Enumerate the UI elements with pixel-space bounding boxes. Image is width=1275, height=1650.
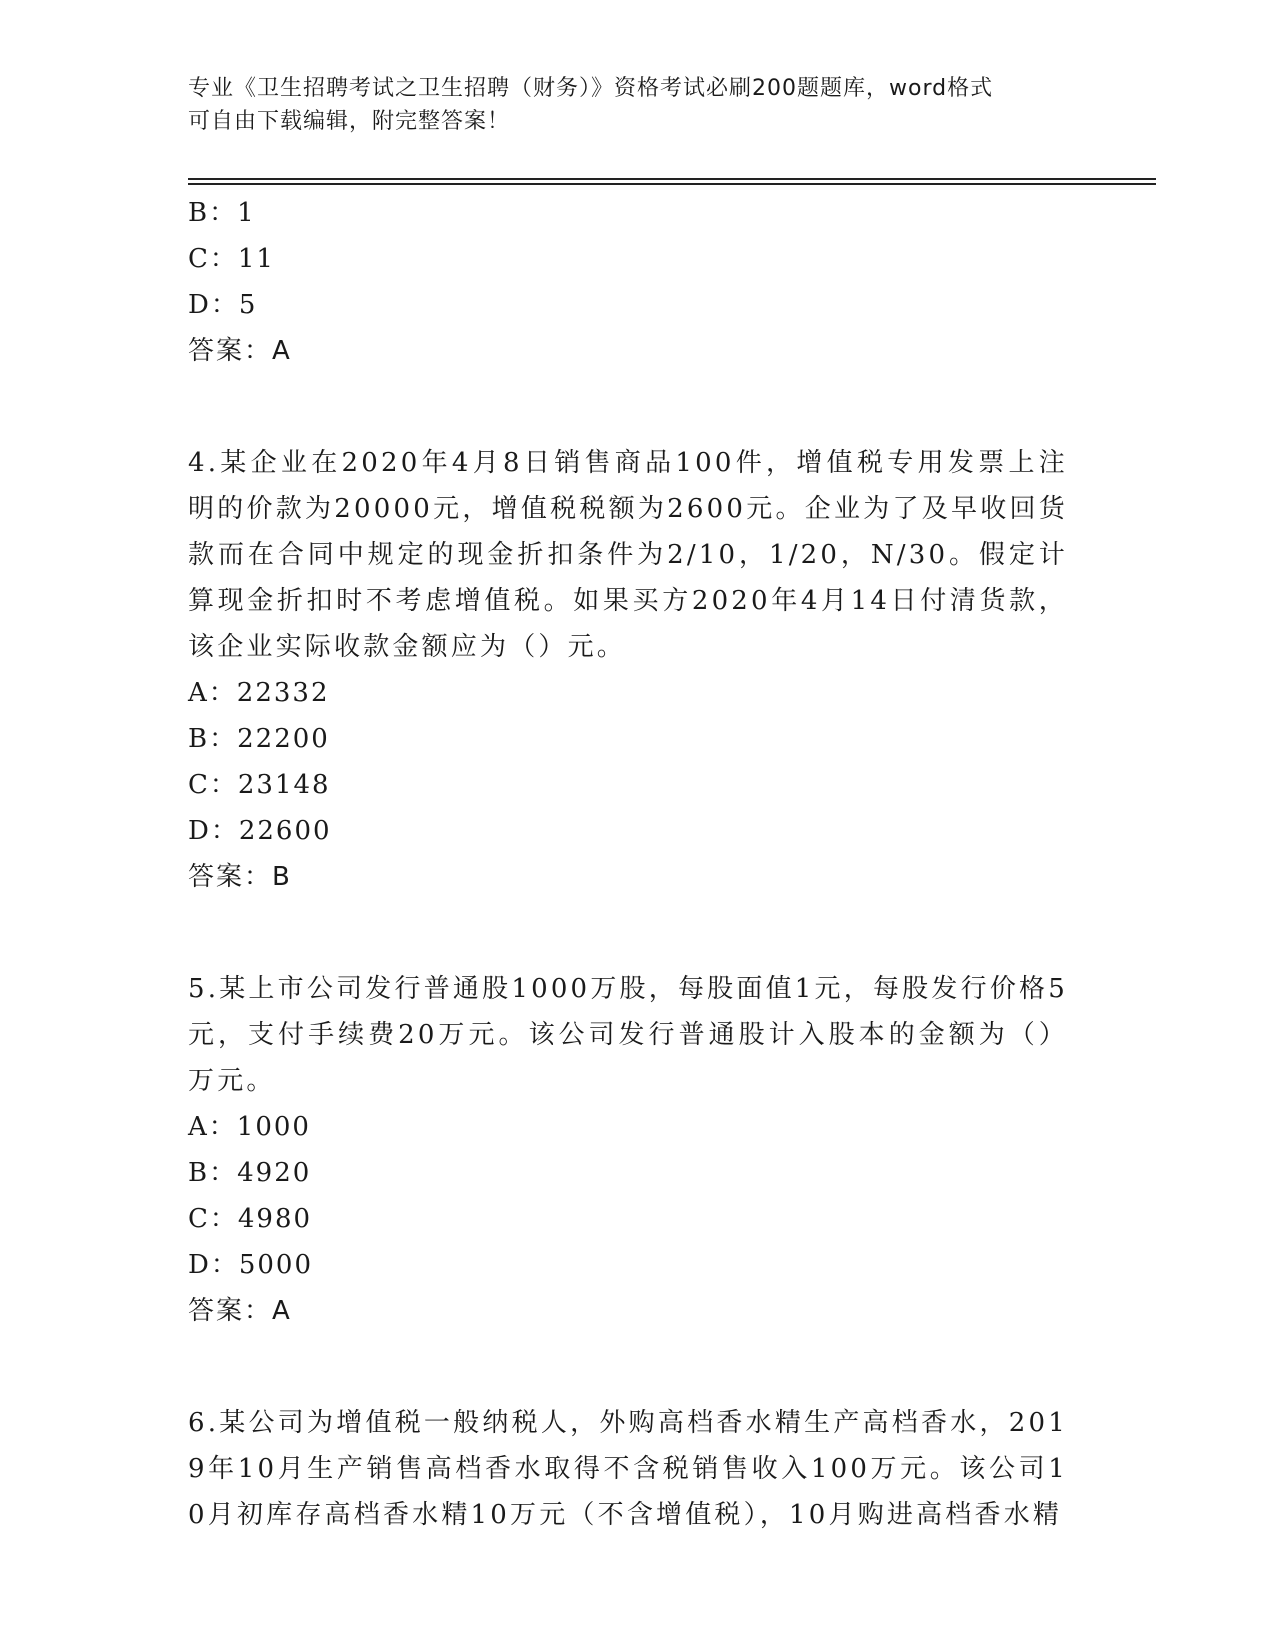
question-content: [188, 190, 1068, 1538]
question-4: [188, 440, 1068, 900]
option-b: B：1: [188, 198, 256, 228]
header-rule-top: [188, 178, 1156, 180]
answer: 答案：A: [188, 336, 292, 366]
option-b: B：4920: [188, 1158, 312, 1188]
question-5: [188, 966, 1068, 1334]
option-b: B：22200: [188, 724, 330, 754]
question-stem: 6.某公司为增值税一般纳税人，外购高档香水精生产高档香水，2019年10月生产销售高档香水取得不含税销售收入100万元。该公司10月初库存高档香水精10万元（不含增值税），10月购进高档香水精: [188, 1408, 1068, 1530]
answer: 答案：A: [188, 1296, 292, 1326]
spacer: [188, 900, 1068, 966]
option-d: D：22600: [188, 816, 332, 846]
document-header: [188, 72, 1068, 138]
question-6: [188, 1400, 1068, 1538]
option-d: D：5000: [188, 1250, 314, 1280]
option-c: C：23148: [188, 770, 331, 800]
spacer: [188, 1334, 1068, 1400]
spacer: [188, 374, 1068, 440]
header-line-1: 专业《卫生招聘考试之卫生招聘（财务）》资格考试必刷200题题库，word格式: [188, 76, 994, 101]
question-3: [188, 190, 1068, 374]
header-rule-bottom: [188, 183, 1156, 185]
answer: 答案：B: [188, 862, 292, 892]
option-d: D：5: [188, 290, 258, 320]
option-c: C：4980: [188, 1204, 313, 1234]
header-line-2: 可自由下载编辑，附完整答案！: [188, 109, 511, 134]
question-stem: 4.某企业在2020年4月8日销售商品100件，增值税专用发票上注明的价款为20000元，增值税税额为2600元。企业为了及早收回货款而在合同中规定的现金折扣条件为2/10，1/20，N/30。假定计算现金折扣时不考虑增值税。如果买方2020年4月14日付清货款，该企业实际收款金额应为（）元。: [188, 448, 1068, 662]
option-c: C：11: [188, 244, 275, 274]
option-a: A：22332: [188, 678, 330, 708]
option-a: A：1000: [188, 1112, 311, 1142]
question-stem: 5.某上市公司发行普通股1000万股，每股面值1元，每股发行价格5元，支付手续费20万元。该公司发行普通股计入股本的金额为（）万元。: [188, 974, 1068, 1096]
